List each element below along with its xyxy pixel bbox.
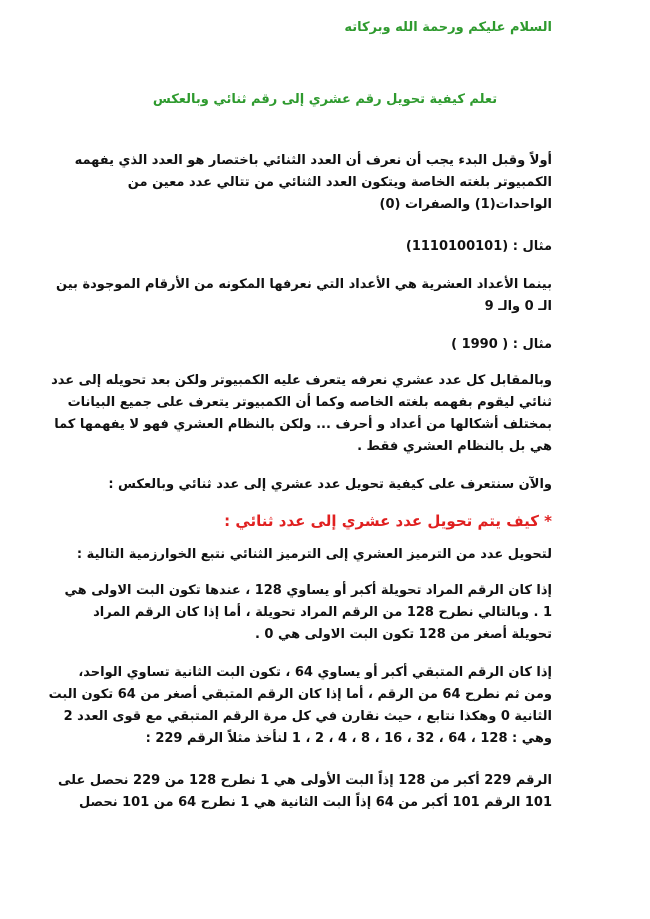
paragraph-transition — [92, 474, 552, 496]
text-line: مثال : ( 1990 ) — [451, 337, 552, 352]
text-line: الكمبيوتر بلغته الخاصة ويتكون العدد الثنائي من تتالي عدد معين من — [127, 175, 552, 190]
paragraph-decimal-definition — [56, 274, 552, 318]
greeting: السلام عليكم ورحمة الله وبركاته — [344, 20, 552, 35]
text-line: * كيف يتم تحويل عدد عشري إلى عدد ثنائي : — [224, 512, 552, 530]
paragraph-second-bit — [48, 662, 552, 750]
paragraph-binary-example — [92, 236, 552, 258]
text-line: 101 الرقم 101 أكبر من 64 إذاً البت الثانية هي 1 نطرح 64 من 101 نحصل — [78, 795, 552, 810]
text-line: تحويلة أصغر من 128 تكون البت الاولى هي 0 . — [254, 627, 552, 642]
text-line: والآن سنتعرف على كيفية تحويل عدد عشري إلى عدد ثنائي وبالعكس : — [108, 477, 552, 492]
text-line: هي بل بالنظام العشري فقط . — [357, 439, 552, 454]
text-line: الرقم 229 أكبر من 128 إذاً البت الأولى هي 1 نطرح 128 من 229 نحصل على — [57, 773, 552, 788]
text-line: مثال : (1110100101) — [405, 239, 552, 254]
page-title: تعلم كيفية تحويل رقم عشري إلى رقم ثنائي وبالعكس — [152, 92, 498, 107]
text-line: الواحدات(1) والصفرات (0) — [379, 197, 552, 212]
text-line: بينما الأعداد العشرية هي الأعداد التي نعرفها المكونه من الأرقام الموجودة بين — [56, 277, 552, 292]
text-line: أولاً وقبل البدء يجب أن نعرف أن العدد الثنائي باختصار هو العدد الذي يفهمه — [74, 153, 552, 168]
paragraph-intro — [74, 150, 552, 216]
text-line: الثانية 0 وهكذا نتابع ، حيث نقارن في كل مرة الرقم المتبقي مع قوى العدد 2 — [63, 709, 552, 724]
paragraph-algorithm-intro — [76, 544, 552, 566]
text-line: 1 . وبالتالي نطرح 128 من الرقم المراد تحويلة ، أما إذا كان الرقم المراد — [93, 605, 552, 620]
text-line: إذا كان الرقم المراد تحويلة أكبر أو يساوي 128 ، عندها تكون البت الاولى هي — [64, 583, 552, 598]
text-line: إذا كان الرقم المتبقي أكبر أو يساوي 64 ، تكون البت الثانية تساوي الواحد، — [78, 665, 552, 680]
text-line: وبالمقابل كل عدد عشري نعرفه يتعرف عليه الكمبيوتر ولكن بعد تحويله إلى عدد — [51, 373, 552, 388]
text-line: وهي : 128 ، 64 ، 32 ، 16 ، 8 ، 4 ، 2 ، 1 لنأخذ مثلاً الرقم 229 : — [145, 731, 552, 746]
text-line: لتحويل عدد من الترميز العشري إلى الترميز الثنائي نتبع الخوارزمية التالية : — [76, 547, 552, 562]
section-heading — [92, 510, 552, 532]
text-line: الـ 0 والـ 9 — [484, 299, 552, 314]
text-line: بمختلف أشكالها من أعداد و أحرف ... ولكن بالنظام العشري فهو لا يفهمها كما — [54, 417, 552, 432]
paragraph-decimal-example — [92, 334, 552, 356]
paragraph-example-229 — [57, 770, 552, 814]
text-line: ثنائي ليقوم بفهمه بلغته الخاصه وكما أن الكمبيوتر يتعرف على جميع البيانات — [67, 395, 552, 410]
text-line: ومن ثم نطرح 64 من الرقم ، أما إذا كان الرقم المتبقي أصغر من 64 تكون البت — [48, 687, 552, 702]
paragraph-first-bit — [64, 580, 552, 646]
paragraph-explanation — [51, 370, 552, 458]
